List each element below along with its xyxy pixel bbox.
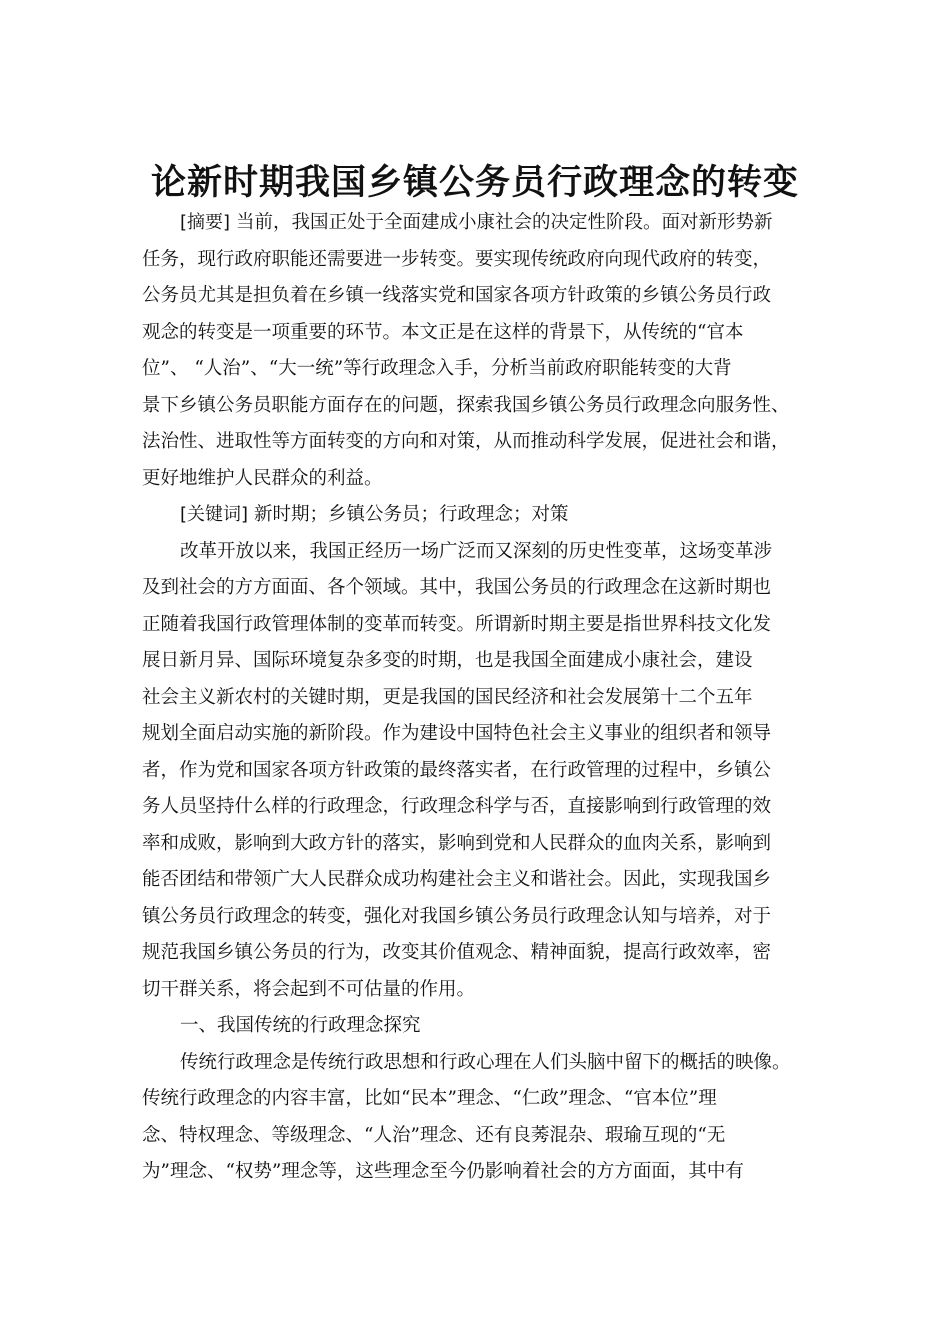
section-heading: 一、我国传统的行政理念探究 [180,1015,421,1036]
abstract-line: 位”、 “人治”、“大一统”等行政理念入手，分析当前政府职能转变的大背 [142,358,732,379]
document-title: 论新时期我国乡镇公务员行政理念的转变 [150,162,799,203]
abstract-line: 观念的转变是一项重要的环节。本文正是在这样的背景下，从传统的“官本 [142,321,744,343]
intro-line: 率和成败，影响到大政方针的落实，影响到党和人民群众的血肉关系，影响到 [142,832,772,854]
intro-line: 切干群关系，将会起到不可估量的作用。 [142,978,476,1000]
section-line: 传统行政理念是传统行政思想和行政心理在人们头脑中留下的概括的映像。 [180,1051,791,1073]
intro-line: 能否团结和带领广大人民群众成功构建社会主义和谐社会。因此，实现我国乡 [142,869,772,890]
section-line: 念、特权理念、等级理念、“人治”理念、还有良莠混杂、瑕瑜互现的“无 [142,1124,726,1146]
keywords-line [142,497,832,534]
intro-line: 展日新月异、国际环境复杂多变的时期，也是我国全面建成小康社会，建设 [142,650,753,671]
intro-line: 改革开放以来，我国正经历一场广泛而又深刻的历史性变革，这场变革涉 [180,540,773,562]
keywords-label: [关键词] [180,504,249,525]
section-line: 传统行政理念的内容丰富，比如“民本”理念、“仁政”理念、“官本位”理 [142,1088,717,1109]
abstract-label: [摘要] [180,212,231,233]
intro-line: 及到社会的方方面面、各个领域。其中，我国公务员的行政理念在这新时期也 [142,577,772,598]
intro-line: 者，作为党和国家各项方针政策的最终落实者，在行政管理的过程中，乡镇公 [142,759,772,781]
abstract-text: 当前，我国正处于全面建成小康社会的决定性阶段。面对新形势新 [235,212,773,233]
keywords-text: 新时期；乡镇公务员；行政理念；对策 [253,504,569,525]
intro-line: 正随着我国行政管理体制的变革而转变。所谓新时期主要是指世界科技文化发 [142,613,772,635]
abstract-line: 公务员尤其是担负着在乡镇一线落实党和国家各项方针政策的乡镇公务员行政 [142,285,772,306]
intro-line: 规范我国乡镇公务员的行为，改变其价值观念、精神面貌，提高行政效率，密 [142,942,772,963]
document-body [142,205,832,1191]
intro-line: 镇公务员行政理念的转变，强化对我国乡镇公务员行政理念认知与培养，对于 [142,905,772,927]
section-line: 为”理念、“权势”理念等，这些理念至今仍影响着社会的方方面面，其中有 [142,1161,744,1182]
intro-line: 务人员坚持什么样的行政理念，行政理念科学与否，直接影响到行政管理的效 [142,796,772,817]
abstract-line: 法治性、进取性等方面转变的方向和对策，从而推动科学发展，促进社会和谐， [142,431,790,452]
intro-line: 规划全面启动实施的新阶段。作为建设中国特色社会主义事业的组织者和领导 [142,723,772,744]
abstract-line: 景下乡镇公务员职能方面存在的问题，探索我国乡镇公务员行政理念向服务性、 [142,394,790,416]
abstract-line: 更好地维护人民群众的利益。 [142,467,383,489]
abstract-line [142,205,832,242]
intro-line: 社会主义新农村的关键时期，更是我国的国民经济和社会发展第十二个五年 [142,686,753,708]
abstract-line: 任务，现行政府职能还需要进一步转变。要实现传统政府向现代政府的转变， [142,248,772,270]
